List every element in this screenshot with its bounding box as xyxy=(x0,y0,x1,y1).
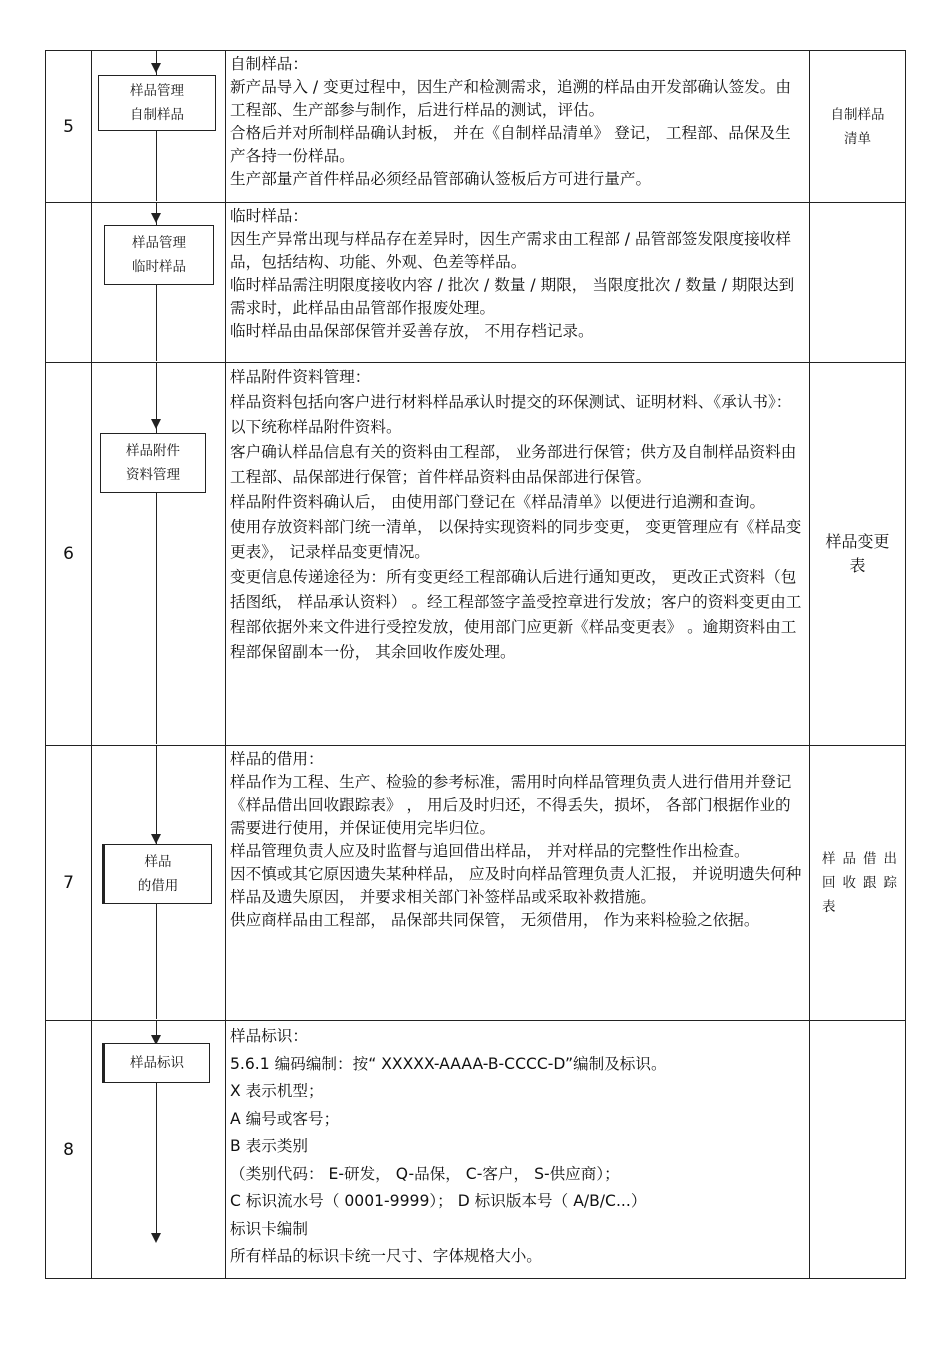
record-cell xyxy=(810,363,906,746)
step-number xyxy=(46,203,92,363)
desc-paragraph: 临时样品需注明限度接收内容 / 批次 / 数量 / 期限， 当限度批次 / 数量 / 期限达到需求时，此样品由品管部作报废处理。 xyxy=(230,276,795,317)
flow-box-attachment-docs xyxy=(100,433,206,493)
desc-paragraph: 变更信息传递途径为：所有变更经工程部确认后进行通知更改， 更改正式资料（包括图纸， 样品承认资料） 。经工程部签字盖受控章进行发放；客户的资料变更由工程部依据外来文件进行受控发放，使用部门应更新《样品变更表》 。逾期资料由工程部保留副本一份， 其余回收作废处理。 xyxy=(230,568,802,661)
desc-heading: 自制样品： xyxy=(230,55,308,73)
description-cell xyxy=(226,51,810,203)
record-line: 表 xyxy=(822,899,843,915)
record-cell xyxy=(810,51,906,203)
flow-box-sample-borrowing xyxy=(102,844,212,904)
step-number: 5 xyxy=(46,51,92,203)
flow-cell xyxy=(92,363,226,746)
desc-paragraph: 使用存放资料部门统一清单， 以保持实现资料的同步变更， 变更管理应有《样品变更表》， 记录样品变更情况。 xyxy=(230,518,802,561)
desc-paragraph: B 表示类别 xyxy=(230,1137,309,1155)
box-line: 自制样品 xyxy=(130,107,184,123)
record-line: 样品变更 xyxy=(825,532,890,551)
desc-paragraph: A 编号或客号； xyxy=(230,1109,340,1128)
desc-paragraph: 因不慎或其它原因遗失某种样品， 应及时向样品管理负责人汇报， 并说明遗失何种样品及遗失原因， 并要求相关部门补签样品或采取补救措施。 xyxy=(230,865,802,906)
desc-heading: 临时样品： xyxy=(230,207,308,225)
arrow-down-icon xyxy=(151,213,161,223)
record-cell xyxy=(810,1021,906,1279)
desc-paragraph: 新产品导入 / 变更过程中，因生产和检测需求，追溯的样品由开发部确认签发。由工程部、生产部参与制作，后进行样品的测试，评估。 xyxy=(230,78,791,119)
desc-paragraph: 所有样品的标识卡统一尺寸、字体规格大小。 xyxy=(230,1247,542,1265)
table-row xyxy=(46,746,906,1021)
arrow-down-icon xyxy=(151,834,161,844)
box-line: 样品 xyxy=(144,854,172,870)
arrow-down-icon xyxy=(151,419,161,429)
flow-cell xyxy=(92,203,226,363)
desc-paragraph: 样品管理负责人应及时监督与追回借出样品， 并对样品的完整性作出检查。 xyxy=(230,842,750,860)
procedure-table xyxy=(45,50,906,1279)
arrow-down-icon xyxy=(151,1233,161,1243)
desc-paragraph: 样品附件资料确认后， 由使用部门登记在《样品清单》以便进行追溯和查询。 xyxy=(230,493,766,511)
step-number: 7 xyxy=(46,746,92,1021)
record-line: 清单 xyxy=(844,130,871,147)
flow-cell xyxy=(92,51,226,203)
description-cell xyxy=(226,746,810,1021)
desc-paragraph: 客户确认样品信息有关的资料由工程部， 业务部进行保管；供方及自制样品资料由工程部、品保部进行保管；首件样品资料由品保部进行保管。 xyxy=(230,443,797,486)
desc-paragraph: 生产部量产首件样品必须经品管部确认签板后方可进行量产。 xyxy=(230,170,652,188)
table-row xyxy=(46,51,906,203)
step-number: 6 xyxy=(46,363,92,746)
flow-box-temporary-sample xyxy=(104,225,214,285)
flow-cell xyxy=(92,1021,226,1279)
box-line: 样品管理 xyxy=(130,83,184,99)
desc-paragraph: C 标识流水号（ 0001-9999）； D 标识版本号（ A/B/C...） xyxy=(230,1192,647,1210)
description-cell xyxy=(226,1021,810,1279)
desc-heading: 样品附件资料管理： xyxy=(230,368,371,386)
box-line: 样品标识 xyxy=(130,1055,184,1071)
desc-paragraph: 因生产异常出现与样品存在差异时，因生产需求由工程部 / 品管部签发限度接收样品，包括结构、功能、外观、色差等样品。 xyxy=(230,230,791,271)
flow-box-self-made-sample xyxy=(98,75,216,131)
record-line: 样品借出 xyxy=(822,851,904,867)
box-line: 资料管理 xyxy=(126,467,180,483)
record-cell xyxy=(810,746,906,1021)
description-cell xyxy=(226,203,810,363)
desc-paragraph: 标识卡编制 xyxy=(230,1219,308,1238)
box-line: 样品附件 xyxy=(126,443,180,459)
box-line: 样品管理 xyxy=(132,235,186,251)
box-line: 临时样品 xyxy=(132,259,186,275)
desc-paragraph: 样品作为工程、生产、检验的参考标准，需用时向样品管理负责人进行借用并登记《样品借出回收跟踪表》 ， 用后及时归还，不得丢失，损坏， 各部门根据作业的需要进行使用，并保证使用完毕归位。 xyxy=(230,773,792,837)
desc-paragraph: 合格后并对所制样品确认封板， 并在《自制样品清单》 登记， 工程部、品保及生产各持一份样品。 xyxy=(230,124,791,165)
table-row xyxy=(46,203,906,363)
record-cell xyxy=(810,203,906,363)
desc-paragraph: 临时样品由品保部保管并妥善存放， 不用存档记录。 xyxy=(230,322,594,340)
record-line: 表 xyxy=(849,556,866,575)
desc-heading: 样品的借用： xyxy=(230,750,324,768)
description-cell xyxy=(226,363,810,746)
table-row xyxy=(46,363,906,746)
desc-paragraph: 样品资料包括向客户进行材料样品承认时提交的环保测试、证明材料、《承认书》：以下统称样品附件资料。 xyxy=(230,393,792,436)
box-line: 的借用 xyxy=(137,878,179,894)
arrow-down-icon xyxy=(151,63,161,73)
desc-paragraph: （类别代码： E-研发， Q-品保， C-客户， S-供应商）； xyxy=(230,1164,620,1183)
desc-paragraph: X 表示机型； xyxy=(230,1082,324,1100)
desc-paragraph: 5.6.1 编码编制：按“ XXXXX-AAAA-B-CCCC-D”编制及标识。 xyxy=(230,1054,667,1073)
desc-paragraph: 供应商样品由工程部， 品保部共同保管， 无须借用， 作为来料检验之依据。 xyxy=(230,911,760,929)
flow-cell xyxy=(92,746,226,1021)
flow-box-sample-identification xyxy=(102,1043,210,1083)
record-line: 自制样品 xyxy=(830,106,885,123)
step-number: 8 xyxy=(46,1021,92,1279)
record-line: 回收跟踪 xyxy=(822,875,904,891)
table-row xyxy=(46,1021,906,1279)
desc-heading: 样品标识： xyxy=(230,1027,308,1045)
